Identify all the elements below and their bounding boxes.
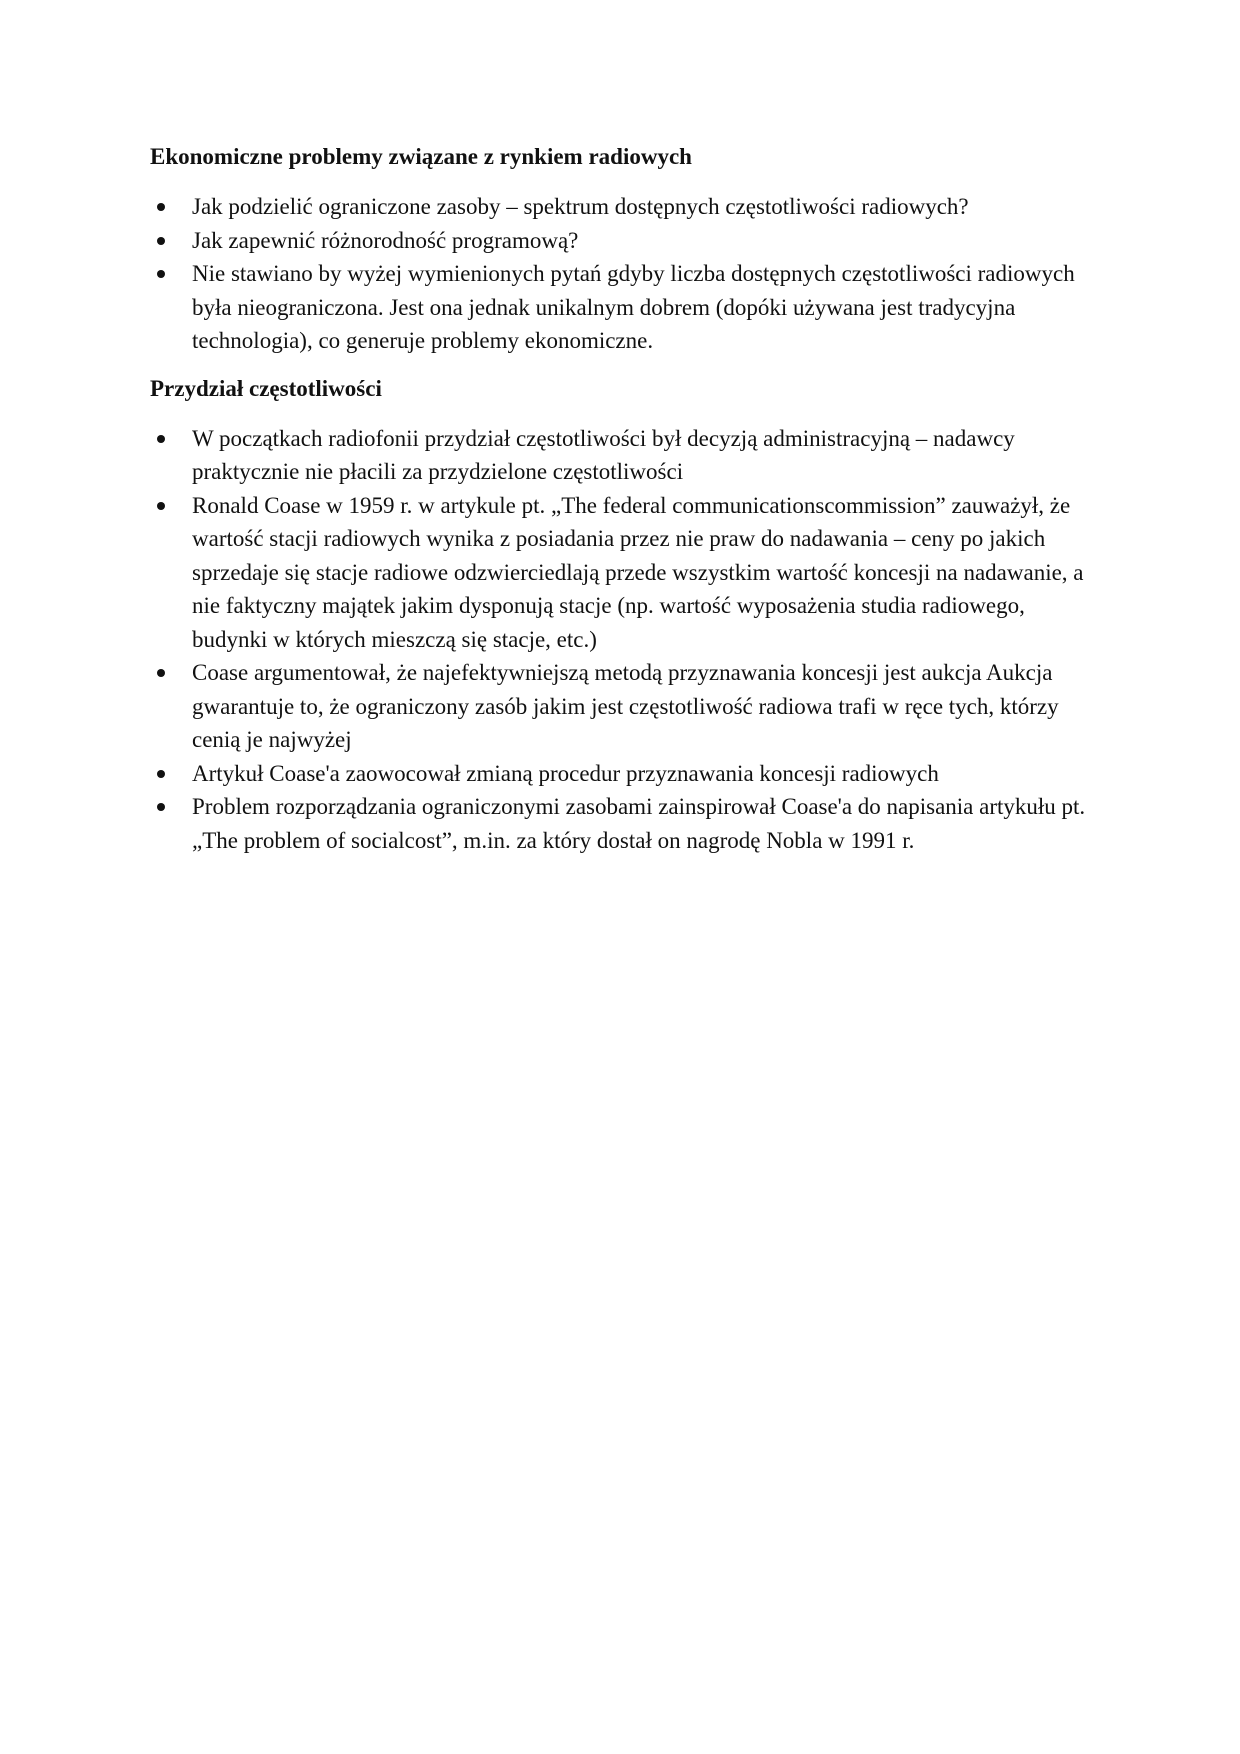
list-item	[150, 656, 1090, 757]
list-item	[150, 757, 1090, 791]
bullet-icon	[157, 669, 165, 677]
bullet-icon	[157, 803, 165, 811]
bullet-icon	[157, 502, 165, 510]
list-item	[150, 790, 1090, 857]
list-item	[150, 257, 1090, 358]
list-item	[150, 224, 1090, 258]
bullet-icon	[157, 237, 165, 245]
list-item-text: Nie stawiano by wyżej wymienionych pytań gdyby liczba dostępnych częstotliwości radiowych była nieograniczona. Jest ona jednak unikalnym dobrem (dopóki używana jest tradycyjna technologia), co generuje problemy ekonomiczne.	[192, 261, 1075, 353]
list-item-text: Artykuł Coase'a zaowocował zmianą procedur przyznawania koncesji radiowych	[192, 760, 939, 786]
bullet-icon	[157, 203, 165, 211]
list-item-text: Problem rozporządzania ograniczonymi zasobami zainspirował Coase'a do napisania artykułu pt. „The problem of socialcost”, m.in. za który dostał on nagrodę Nobla w 1991 r.	[192, 794, 1086, 853]
list-item	[150, 489, 1090, 657]
list-item	[150, 190, 1090, 224]
list-item	[150, 422, 1090, 489]
bullet-list-frequency-allocation	[150, 422, 1090, 858]
list-item-text: Jak podzielić ograniczone zasoby – spektrum dostępnych częstotliwości radiowych?	[192, 194, 969, 219]
list-item-text: Jak zapewnić różnorodność programową?	[192, 227, 579, 253]
bullet-icon	[157, 770, 165, 778]
list-item-text: Ronald Coase w 1959 r. w artykule pt. „The federal communicationscommission” zauważył, że wartość stacji radiowych wynika z posiadania przez nie praw do nadawania – ceny po jakich sprzedaje się stacje radiowe odzwierciedlają przede wszystkim wartość koncesji na nadawanie, a nie faktyczny majątek jakim dysponują stacje (np. wartość wyposażenia studia radiowego, budynki w których mieszczą się stacje, etc.)	[192, 492, 1084, 652]
bullet-icon	[157, 270, 165, 278]
document-content	[150, 140, 1090, 857]
bullet-icon	[157, 435, 165, 443]
section-heading-frequency-allocation: Przydział częstotliwości	[150, 375, 382, 401]
bullet-list-economic-problems	[150, 190, 1090, 358]
list-item-text: Coase argumentował, że najefektywniejszą metodą przyznawania koncesji jest aukcja Aukcja gwarantuje to, że ograniczony zasób jakim jest częstotliwość radiowa trafi w ręce tych, którzy cenią je najwyżej	[192, 660, 1059, 752]
list-item-text: W początkach radiofonii przydział częstotliwości był decyzją administracyjną – nadawcy praktycznie nie płacili za przydzielone częstotliwości	[192, 425, 1015, 484]
section-heading-economic-problems: Ekonomiczne problemy związane z rynkiem radiowych	[150, 144, 692, 169]
